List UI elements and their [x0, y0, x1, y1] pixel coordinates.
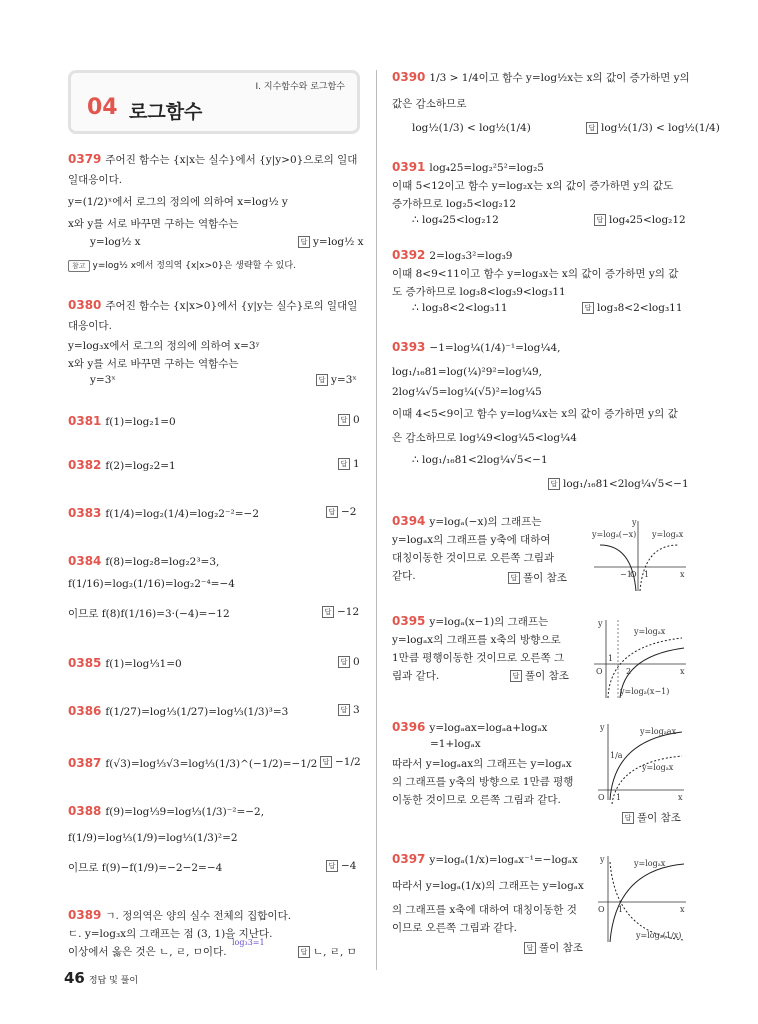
problem-0384-line2: f(1/16)=log₂(1/16)=log₂2⁻⁴=−4 [68, 578, 235, 590]
problem-number: 0384 [68, 554, 102, 568]
tick-one-over-a: 1/a [610, 751, 623, 760]
answer-icon: 답 [338, 656, 350, 668]
problem-0391-line2: 이때 5<12이고 함수 y=log₂x는 x의 값이 증가하면 y의 값도 [392, 180, 674, 192]
answer-icon: 답 [316, 374, 328, 386]
answer-icon: 답 [548, 478, 560, 490]
graph-0395 [590, 616, 690, 700]
problem-0393-line2: log₁/₁₆81=log(¼)²9²=log¼9, [392, 366, 542, 378]
text: f(1/4)=log₂(1/4)=log₂2⁻²=−2 [105, 508, 259, 520]
answer-text: 풀이 참조 [523, 572, 567, 584]
problem-0393-line1 [392, 340, 561, 354]
problem-0380-line5: y=3ˣ [90, 374, 116, 386]
problem-0396-line2: =1+logₐx [430, 738, 481, 750]
answer-0393 [548, 478, 689, 490]
page-footer [64, 968, 138, 987]
answer-0385 [338, 656, 360, 668]
text: y=logₐ(−x)의 그래프는 [429, 516, 542, 528]
problem-number: 0387 [68, 756, 102, 770]
x-label: x [680, 570, 685, 579]
answer-0381 [338, 414, 360, 426]
problem-number: 0379 [68, 152, 102, 166]
label-log-ax: y=logₐax [640, 727, 677, 736]
answer-icon: 답 [326, 860, 338, 872]
answer-icon: 답 [338, 414, 350, 426]
answer-icon: 답 [510, 670, 522, 682]
problem-number: 0383 [68, 506, 102, 520]
answer-0382 [338, 458, 360, 470]
text: f(1)=log₂1=0 [105, 416, 176, 428]
text: ㄱ. 정의역은 양의 실수 전체의 집합이다. [105, 910, 292, 922]
answer-0390 [586, 122, 720, 134]
answer-text: 0 [353, 656, 360, 668]
answer-text: y=log½ x [313, 236, 364, 248]
answer-icon: 답 [582, 302, 594, 314]
text: y=logₐax=logₐa+logₐx [429, 722, 548, 734]
problem-number: 0390 [392, 70, 426, 84]
answer-0394 [508, 570, 567, 585]
label-log-x: y=logₐx [634, 627, 666, 636]
problem-0392-line2: 이때 8<9<11이고 함수 y=log₃x는 x의 값이 증가하면 y의 값 [392, 268, 679, 280]
text: 주어진 함수는 {x|x>0}에서 {y|y는 실수}로의 일대일 [105, 300, 358, 312]
answer-0379 [298, 236, 364, 248]
problem-number: 0394 [392, 514, 426, 528]
answer-icon: 답 [338, 704, 350, 716]
answer-0391 [594, 214, 686, 226]
label-log-x: y=logₐx [652, 530, 684, 539]
problem-0392-line4: ∴ log₃8<2<log₃11 [412, 302, 508, 314]
tick-one: 1 [608, 654, 614, 663]
label-log-x: y=logₐx [642, 763, 674, 772]
text: f(8)=log₂8=log₂2³=3, [105, 556, 220, 568]
problem-number: 0381 [68, 414, 102, 428]
answer-icon: 답 [338, 458, 350, 470]
problem-0380-line3: y=log₃x에서 로그의 정의에 의하여 x=3ʸ [68, 340, 261, 352]
problem-0390-line2: 값은 감소하므로 [392, 98, 467, 110]
problem-number: 0385 [68, 656, 102, 670]
answer-icon: 답 [298, 946, 310, 958]
answer-text: log½(1/3) < log½(1/4) [601, 122, 720, 134]
problem-0380-line1 [68, 298, 357, 313]
problem-number: 0386 [68, 704, 102, 718]
problem-number: 0380 [68, 298, 102, 312]
problem-number: 0382 [68, 458, 102, 472]
answer-0389 [298, 944, 357, 959]
answer-text: −4 [341, 860, 357, 872]
section-label: Ⅰ. 지수함수와 로그함수 [255, 82, 345, 92]
text: f(1/27)=log⅓(1/27)=log⅓(1/3)³=3 [105, 706, 289, 718]
column-divider [376, 70, 377, 970]
problem-number: 0391 [392, 160, 426, 174]
problem-number: 0388 [68, 804, 102, 818]
x-label: x [680, 667, 685, 676]
label-log-x: y=logₐx [634, 859, 666, 868]
answer-text: 풀이 참조 [637, 812, 681, 824]
chapter-title: 로그함수 [129, 101, 203, 123]
problem-0396-line5: 이동한 것이므로 오른쪽 그림과 같다. [392, 794, 561, 806]
answer-0396 [622, 810, 681, 825]
problem-0383 [68, 506, 259, 520]
answer-text: −12 [337, 606, 360, 618]
problem-0397-line1 [392, 852, 578, 866]
problem-0395-line3: 1만큼 평행이동한 것이므로 오른쪽 그 [392, 652, 565, 664]
problem-0382 [68, 458, 176, 472]
problem-0386 [68, 704, 288, 718]
problem-0396-line1 [392, 720, 547, 734]
answer-text: 1 [353, 458, 360, 470]
problem-0384-line1 [68, 554, 219, 568]
problem-0394-line1 [392, 514, 542, 529]
chapter-header [68, 70, 360, 134]
answer-text: −2 [341, 506, 357, 518]
answer-text: log₄25<log₂12 [609, 214, 686, 226]
problem-0394-line3: 대칭이동한 것이므로 오른쪽 그림과 [392, 552, 555, 564]
text: f(9)=log⅓9=log⅓(1/3)⁻²=−2, [105, 806, 265, 818]
problem-0397-line4: 이므로 오른쪽 그림과 같다. [392, 922, 517, 934]
problem-0395-line1 [392, 614, 548, 629]
problem-0394-line2: y=logₐx의 그래프를 y축에 대하여 [392, 534, 551, 546]
origin-label: O [630, 570, 637, 579]
problem-0390-line1 [392, 70, 690, 85]
text: f(2)=log₂2=1 [105, 460, 176, 472]
y-label: y [600, 855, 605, 864]
problem-0379-line3: y=(1/2)ˣ에서 로그의 정의에 의하여 x=log½ y [68, 196, 288, 208]
answer-text: 풀이 참조 [525, 670, 569, 682]
answer-0383 [326, 506, 356, 518]
note-0379 [68, 258, 296, 272]
problem-0381 [68, 414, 176, 428]
tick-one: 1 [616, 793, 622, 802]
answer-0388 [326, 860, 356, 872]
problem-0391-line4: ∴ log₄25<log₂12 [412, 214, 499, 226]
text: log₄25=log₂²5²=log₂5 [429, 162, 544, 174]
label-log-x-minus-1: y=logₐ(x−1) [620, 687, 670, 696]
answer-text: ㄴ, ㄹ, ㅁ [313, 946, 357, 958]
answer-text: log₁/₁₆81<2log¼√5<−1 [563, 478, 689, 490]
text: 2=log₃3²=log₃9 [429, 250, 513, 262]
text: f(1)=log⅓1=0 [105, 658, 182, 670]
problem-0389-line1 [68, 908, 291, 923]
problem-number: 0392 [392, 248, 426, 262]
origin-label: O [596, 667, 603, 676]
graph-0396 [594, 720, 688, 804]
y-label: y [600, 723, 605, 732]
answer-0380 [316, 374, 357, 386]
label-log-neg-x: y=logₐ(−x) [592, 530, 637, 539]
answer-icon: 답 [320, 756, 332, 768]
answer-icon: 답 [594, 214, 606, 226]
problem-0390-line3: log½(1/3) < log½(1/4) [412, 122, 531, 134]
problem-0384-line3: 이므로 f(8)f(1/16)=3·(−4)=−12 [68, 608, 230, 620]
x-label: x [680, 905, 685, 914]
problem-number: 0395 [392, 614, 426, 628]
problem-0394-line4: 같다. [392, 570, 416, 582]
answer-text: −1/2 [335, 756, 361, 768]
answer-0387 [320, 756, 361, 768]
answer-text: 풀이 참조 [539, 942, 583, 954]
note-icon: 참고 [68, 260, 90, 272]
tick-minus-one: −1 [620, 570, 632, 579]
problem-0388-line3: 이므로 f(9)−f(1/9)=−2−2=−4 [68, 862, 223, 874]
problem-0396-line4: 의 그래프를 y축의 방향으로 1만큼 평행 [392, 776, 574, 788]
x-label: x [678, 793, 683, 802]
problem-number: 0389 [68, 908, 102, 922]
problem-0388-line1 [68, 804, 264, 818]
y-label: y [632, 518, 637, 527]
text: 1/3 > 1/4이고 함수 y=log½x는 x의 값이 증가하면 y의 [429, 72, 690, 84]
answer-0397 [524, 940, 583, 955]
problem-0379-line2: 일대응이다. [68, 174, 123, 186]
answer-icon: 답 [622, 812, 634, 824]
problem-0388-line2: f(1/9)=log⅓(1/9)=log⅓(1/3)²=2 [68, 832, 238, 844]
problem-0392-line3: 도 증가하므로 log₃8<log₃9<log₃11 [392, 286, 566, 298]
problem-0396-line3: 따라서 y=logₐax의 그래프는 y=logₐx [392, 758, 572, 770]
problem-number: 0397 [392, 852, 426, 866]
answer-icon: 답 [326, 506, 338, 518]
page-label: 정답 및 풀이 [88, 976, 139, 986]
tick-two: 2 [626, 667, 632, 676]
origin-label: O [598, 793, 605, 802]
answer-icon: 답 [322, 606, 334, 618]
answer-icon: 답 [586, 122, 598, 134]
problem-0393-line3: 2log¼√5=log¼(√5)²=log¼5 [392, 386, 542, 398]
problem-0389-line2: ㄷ. y=log₃x의 그래프는 점 (3, 1)을 지난다. [68, 928, 273, 940]
problem-0397-line3: 의 그래프를 x축에 대하여 대칭이동한 것 [392, 904, 577, 916]
problem-0385 [68, 656, 182, 670]
problem-0395-line2: y=logₐx의 그래프를 x축의 방향으로 [392, 634, 561, 646]
problem-0380-line4: x와 y를 서로 바꾸면 구하는 역함수는 [68, 358, 239, 370]
problem-0379-line5: y=log½ x [90, 236, 141, 248]
problem-0393-line4: 이때 4<5<9이고 함수 y=log¼x는 x의 값이 증가하면 y의 값 [392, 408, 678, 420]
answer-icon: 답 [524, 942, 536, 954]
label-log-one-over-x: y=logₐ(1/x) [636, 931, 682, 940]
answer-text: y=3ˣ [331, 374, 357, 386]
answer-0395 [510, 668, 569, 683]
problem-0397-line2: 따라서 y=logₐ(1/x)의 그래프는 y=logₐx [392, 880, 584, 892]
curve-log-neg-x [600, 545, 636, 591]
answer-text: log₃8<2<log₃11 [597, 302, 683, 314]
answer-0384 [322, 606, 359, 618]
graph-0397 [594, 852, 690, 944]
graph-0394 [590, 515, 690, 593]
problem-0395-line4: 림과 같다. [392, 670, 440, 682]
text: y=logₐ(1/x)=logₐx⁻¹=−logₐx [429, 854, 578, 866]
text: −1=log¼(1/4)⁻¹=log¼4, [429, 342, 561, 354]
problem-0389-line3: 이상에서 옳은 것은 ㄴ, ㄹ, ㅁ이다. [68, 946, 227, 958]
answer-icon: 답 [508, 572, 520, 584]
problem-0379-line1 [68, 152, 357, 167]
answer-icon: 답 [298, 236, 310, 248]
text: f(√3)=log⅓√3=log⅓(1/3)^(−1/2)=−1/2 [105, 758, 318, 770]
tick-one: 1 [618, 905, 624, 914]
tick-one: 1 [644, 570, 650, 579]
problem-number: 0393 [392, 340, 426, 354]
curve-log-x [640, 545, 678, 591]
note-text: y=log½ x에서 정의역 {x|x>0}은 생략할 수 있다. [92, 261, 296, 271]
origin-label: O [598, 905, 605, 914]
answer-0386 [338, 704, 360, 716]
problem-0379-line4: x와 y를 서로 바꾸면 구하는 역함수는 [68, 218, 239, 230]
chapter-number: 04 [87, 95, 118, 120]
answer-0392 [582, 302, 683, 314]
problem-0387 [68, 756, 317, 770]
annotation-0389: log₃3=1 [232, 938, 265, 947]
answer-text: 3 [353, 704, 360, 716]
problem-number: 0396 [392, 720, 426, 734]
problem-0380-line2: 대응이다. [68, 320, 112, 332]
text: y=logₐ(x−1)의 그래프는 [429, 616, 549, 628]
problem-0391-line1 [392, 160, 544, 174]
page-number: 46 [64, 969, 85, 987]
y-label: y [598, 619, 603, 628]
answer-text: 0 [353, 414, 360, 426]
problem-0393-line5: 은 감소하므로 log¼9<log¼5<log¼4 [392, 432, 577, 444]
problem-0391-line3: 증가하므로 log₂5<log₂12 [392, 198, 517, 210]
text: 주어진 함수는 {x|x는 실수}에서 {y|y>0}으로의 일대 [105, 154, 358, 166]
problem-0392-line1 [392, 248, 512, 262]
problem-0393-line6: ∴ log₁/₁₆81<2log¼√5<−1 [412, 454, 548, 466]
